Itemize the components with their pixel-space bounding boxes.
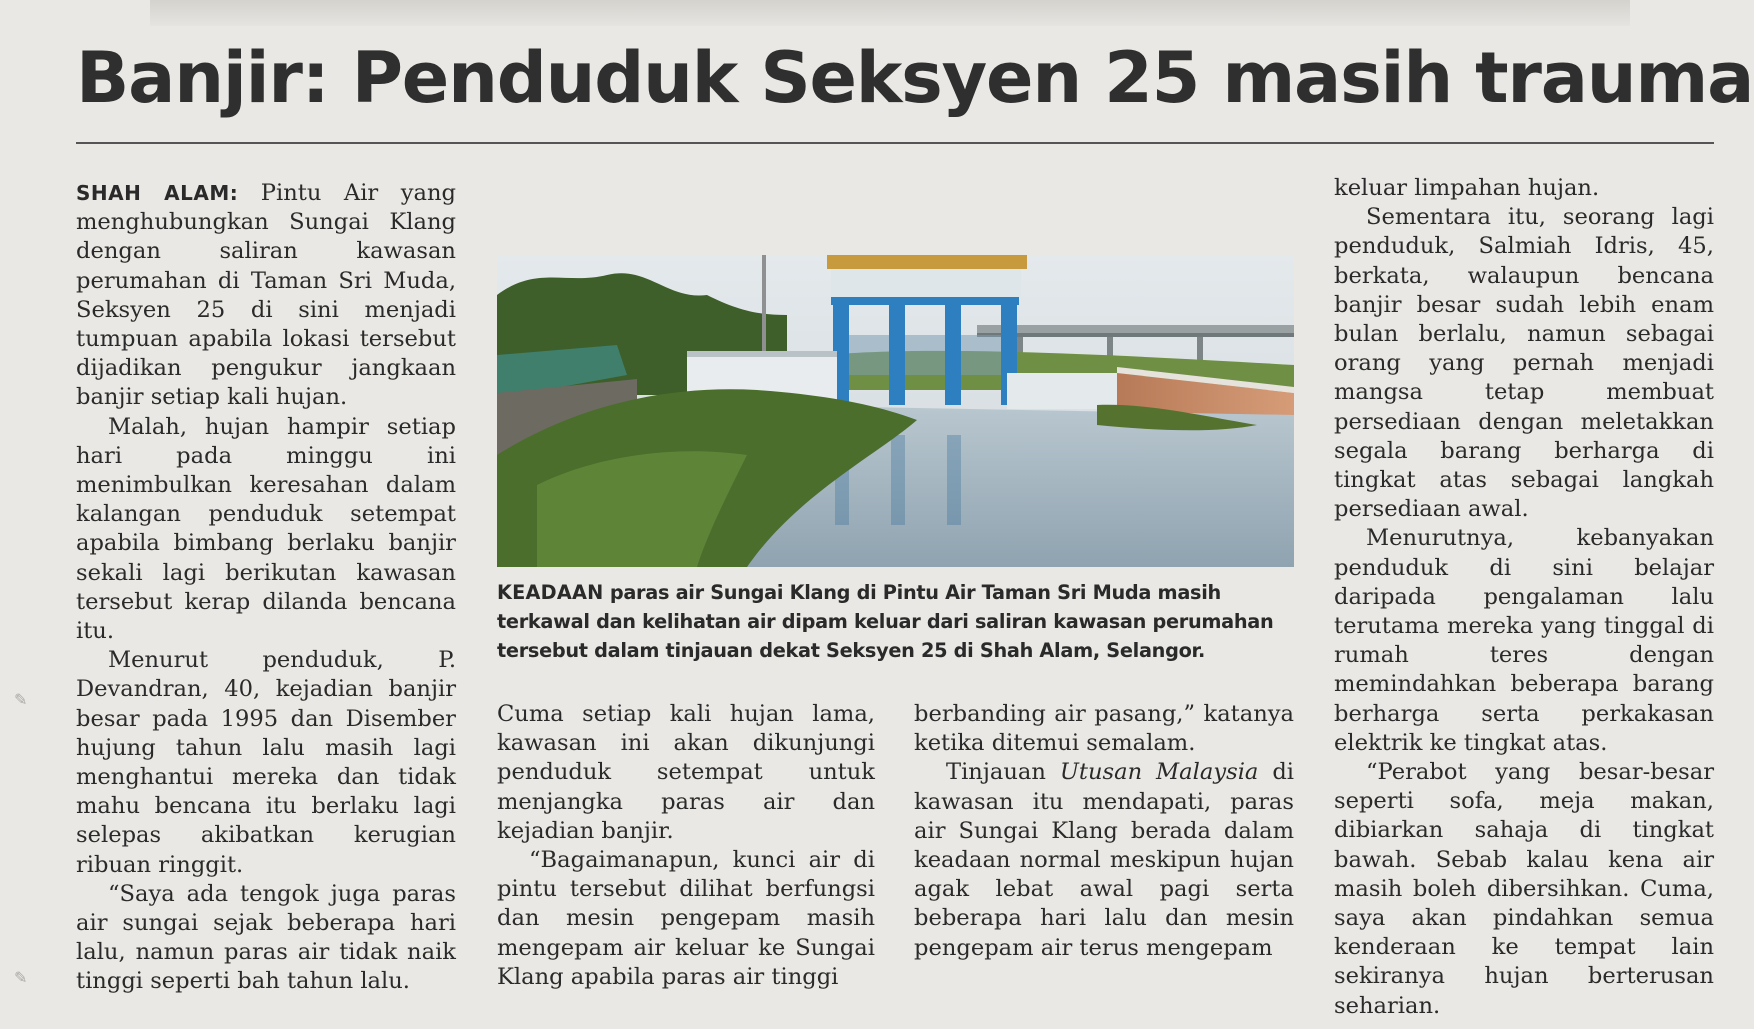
photo-caption	[497, 578, 1297, 665]
paragraph: berbanding air pasang,” katanya ketika ditemui semalam.	[914, 701, 1294, 757]
paragraph: “Bagaimanapun, kunci air di pintu tersebut dilihat berfungsi dan mesin pengepam masih mengepam air keluar ke Sungai Klang apabila paras air tinggi	[497, 847, 875, 990]
publication-name: Utusan Malaysia	[1059, 759, 1259, 786]
floodgate-photo	[497, 255, 1294, 567]
paragraph: “Saya ada tengok juga paras air sungai sejak beberapa hari lalu, namun paras air tidak naik tinggi seperti bah tahun lalu.	[76, 880, 456, 995]
paragraph: “Perabot yang besar-besar seperti sofa, meja makan, dibiarkan sahaja di tingkat bawah. Sebab kalau kena air masih boleh dibersihkan. Cuma, saya akan pindahkan semua kenderaan ke tempat lain sekiranya hujan berterusan seharian.	[1334, 759, 1714, 1019]
article-column-2	[497, 700, 875, 992]
paragraph: Menurutnya, kebanyakan penduduk di sini belajar daripada pengalaman lalu terutama mereka yang tinggal di rumah teres dengan memindahkan beberapa barang berharga serta perkakasan elektrik ke tingkat atas.	[1334, 525, 1714, 756]
article-column-4	[1334, 174, 1714, 1021]
caption-lead: KEADAAN	[497, 581, 604, 604]
page-edge-mark-icon: ✎	[14, 690, 28, 709]
headline-rule	[76, 142, 1714, 144]
paragraph	[76, 179, 456, 413]
paragraph-text: Pintu Air yang menghubungkan Sungai Klang dengan saliran kawasan perumahan di Taman Sri Muda, Seksyen 25 di sini menjadi tumpuan apabila lokasi tersebut dijadikan pengukur jangkaan banjir setiap kali hujan.	[76, 180, 456, 411]
paragraph-text: di kawasan itu mendapati, paras air Sungai Klang berada dalam keadaan normal meskipun hujan agak lebat awal pagi serta beberapa hari lalu dan mesin pengepam air terus mengepam	[914, 759, 1295, 961]
caption-text: paras air Sungai Klang di Pintu Air Taman Sri Muda masih terkawal dan kelihatan air dipam keluar dari saliran kawasan perumahan tersebut dalam tinjauan dekat Seksyen 25 di Shah Alam, Selangor.	[497, 581, 1274, 662]
paragraph	[914, 758, 1294, 962]
article-column-3	[914, 700, 1294, 963]
paragraph: Menurut penduduk, P. Devandran, 40, kejadian banjir besar pada 1995 dan Disember hujung tahun lalu masih lagi menghantui mereka dan tidak mahu bencana itu berlaku lagi selepas akibatkan kerugian ribuan ringgit.	[76, 647, 456, 878]
paragraph: keluar limpahan hujan.	[1334, 175, 1600, 201]
dateline: SHAH ALAM:	[76, 181, 239, 205]
page-edge-mark-icon: ✎	[14, 968, 28, 987]
paragraph-text: Tinjauan	[946, 759, 1060, 786]
paragraph: Malah, hujan hampir setiap hari pada minggu ini menimbulkan keresahan dalam kalangan penduduk setempat apabila bimbang berlaku banjir sekali lagi berikutan kawasan tersebut kerap dilanda bencana itu.	[76, 413, 456, 645]
article-column-1	[76, 179, 456, 997]
headline: Banjir: Penduduk Seksyen 25 masih trauma	[76, 37, 1754, 119]
bleed-through-strip	[150, 0, 1630, 26]
floodgate-photo-image	[497, 255, 1294, 567]
paragraph: Cuma setiap kali hujan lama, kawasan ini akan dikunjungi penduduk setempat untuk menjangka paras air dan kejadian banjir.	[497, 701, 875, 844]
paragraph: Sementara itu, seorang lagi penduduk, Salmiah Idris, 45, berkata, walaupun bencana banjir besar sudah lebih enam bulan berlalu, namun sebagai orang yang pernah menjadi mangsa tetap membuat persediaan dengan meletakkan segala barang berharga di tingkat atas sebagai langkah persediaan awal.	[1334, 204, 1714, 523]
